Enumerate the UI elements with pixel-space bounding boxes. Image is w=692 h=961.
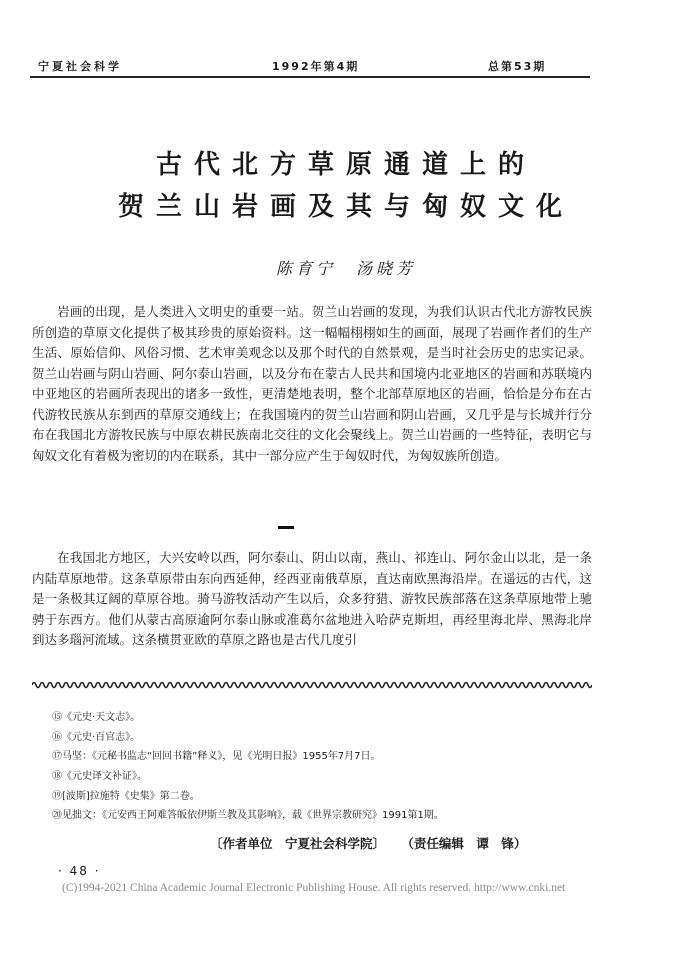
issue-number: 1992年第4期 (272, 60, 360, 73)
footnote-20: ⑳见拙文：《元安西王阿难答皈依伊斯兰教及其影响》，载《世界宗教研究》1991第1期。 (52, 810, 444, 822)
section-number-one (278, 526, 294, 529)
section-one-paragraph: 在我国北方地区，大兴安岭以西，阿尔泰山、阴山以南，燕山、祁连山、阿尔金山以北，是一条内陆草原地带。这条草原带由东向西延伸，经西亚南俄草原，直达南欧黑海沿岸。在遥远的古代，这是一条极其辽阔的草原谷地。骑马游牧活动产生以后，众多狩猎、游牧民族部落在这条草原地带上驰骋于东西方。他们从蒙古高原逾阿尔泰山脉或准葛尔盆地进入哈萨克斯坦，再经里海北岸、黑海北岸到达多瑙河流域。这条横贯亚欧的草原之路也是古代几度引 (32, 550, 592, 647)
footnote-17: ⑰马坚：《元秘书监志“回回书籍”释义》，见《光明日报》1955年7月7日。 (52, 751, 381, 763)
footnotes (52, 708, 592, 826)
footnote-wavy-divider (32, 679, 592, 691)
page-number: · 48 · (58, 864, 101, 878)
footnote-16: ⑯《元史·百官志》。 (52, 731, 141, 743)
header-rule (30, 76, 590, 78)
title-line-1: 古代北方草原通道上的 (155, 150, 536, 180)
footnote-15: ⑮《元史·天文志》。 (52, 712, 141, 723)
author-names: 陈育宁 汤晓芳 (275, 259, 416, 278)
responsible-editor: （责任编辑 谭 锋） (401, 836, 527, 851)
copyright-watermark: (C)1994-2021 China Academic Journal Electronic Publishing House. All rights reserved. http://www.cnki.net (62, 882, 566, 894)
author-unit: 〔作者单位 宁夏社会科学院〕 (210, 836, 386, 851)
journal-name: 宁夏社会科学 (38, 60, 122, 73)
total-issue-number: 总第53期 (488, 60, 547, 73)
author-affiliation (210, 834, 538, 852)
title-line-2: 贺兰山岩画及其与匈奴文化 (117, 192, 574, 222)
footnote-18: ⑱《元史译文补证》。 (52, 771, 147, 783)
intro-paragraph: 岩画的出现，是人类进入文明史的重要一站。贺兰山岩画的发现，为我们认识古代北方游牧民族所创造的草原文化提供了极其珍贵的原始资料。这一幅幅栩栩如生的画面，展现了岩画作者们的生产生活、原始信仰、风俗习惯、艺术审美观念以及那个时代的自然景观，是当时社会历史的忠实记录。贺兰山岩画与阴山岩画、阿尔泰山岩画，以及分布在蒙古人民共和国境内北亚地区的岩画和苏联境内中亚地区的岩画所表现出的诸多一致性，更清楚地表明，整个北部草原地区的岩画，恰恰是分布在古代游牧民族从东到西的草原交通线上；在我国境内的贺兰山岩画和阴山岩画，又几乎是与长城并行分布在我国北方游牧民族与中原农耕民族南北交往的文化会聚线上。贺兰山岩画的一些特征，表明它与匈奴文化有着极为密切的内在联系，其中一部分应产生于匈奴时代，为匈奴族所创造。 (32, 304, 592, 463)
footnote-19: ⑲[波斯]拉施特《史集》第二卷。 (52, 790, 200, 802)
running-header (30, 56, 660, 76)
